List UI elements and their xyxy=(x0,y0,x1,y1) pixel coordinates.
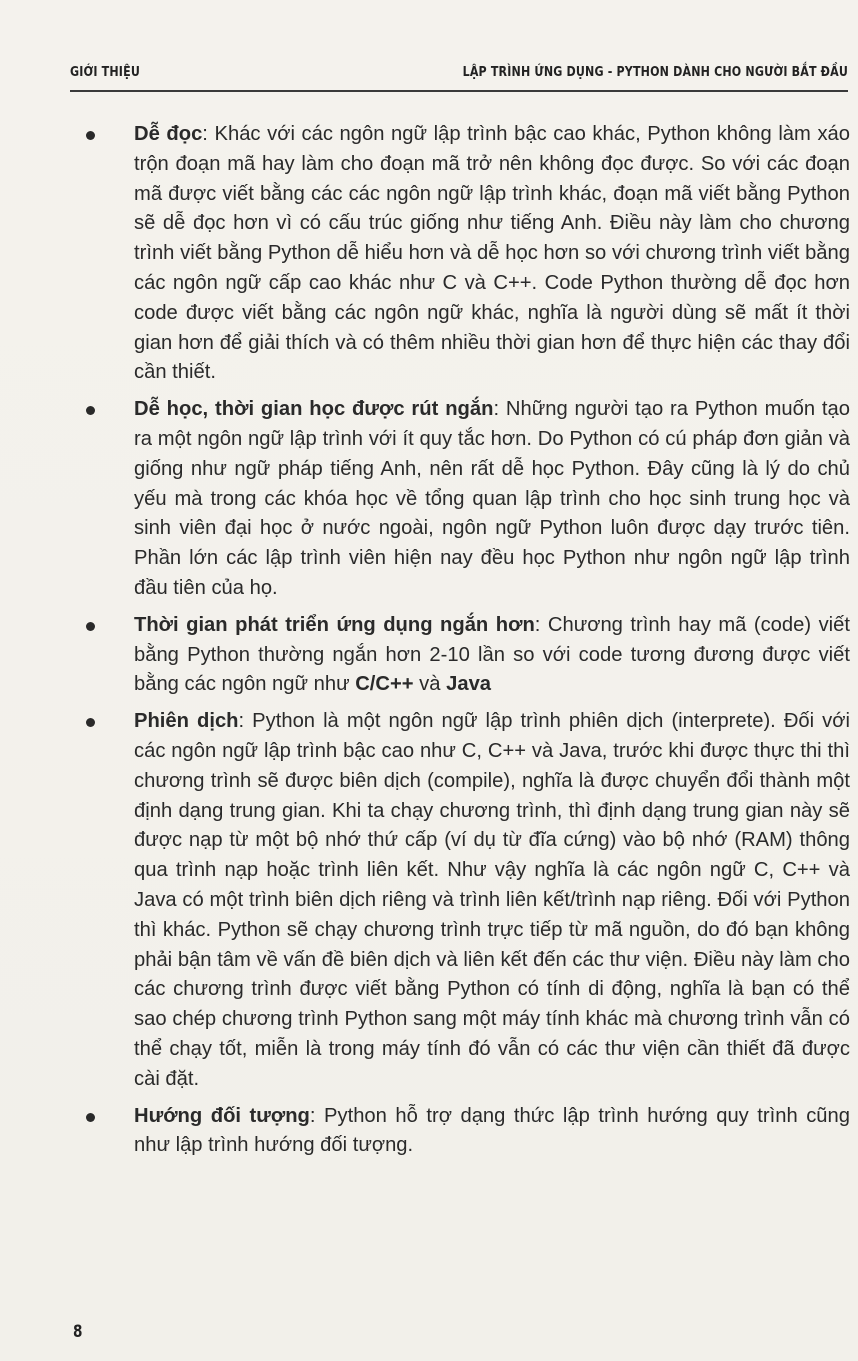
bullet-item-interpreted xyxy=(84,707,850,1094)
bullet-item-easy-to-learn xyxy=(84,395,850,604)
running-header xyxy=(70,64,848,88)
bullet-dot-icon xyxy=(86,622,95,631)
bullet-term: Dễ học, thời gian học được rút ngắn xyxy=(134,398,494,421)
bullet-text: : Chương trình hay mã (code) viết bằng Python thường ngắn hơn 2-10 lần so với code tương đương được viết bằng các ngôn ngữ như xyxy=(134,613,850,696)
bullet-item-shorter-development xyxy=(84,611,850,700)
bullet-dot-icon xyxy=(86,1113,95,1122)
bullet-bold-c-cpp: C/C++ xyxy=(355,673,414,696)
bullet-item-readability xyxy=(84,120,850,388)
bullet-dot-icon xyxy=(86,406,95,415)
bullet-term: Hướng đối tượng xyxy=(134,1104,310,1127)
bullet-text: : Khác với các ngôn ngữ lập trình bậc cao khác, Python không làm xáo trộn đoạn mã hay làm cho đoạn mã trở nên không đọc được. So với các đoạn mã được viết bằng các các ngôn ngữ lập trình khác, đoạn mã viết bằng Python sẽ dễ đọc hơn vì có cấu trúc giống như tiếng Anh. Điều này làm cho chương trình viết bằng Python dễ hiểu hơn và dễ học hơn so với chương trình viết bằng các ngôn ngữ cấp cao khác như C và C++. Code Python thường dễ đọc hơn code được viết bằng các ngôn ngữ khác, nghĩa là người dùng sẽ mất ít thời gian hơn để giải thích và có thêm nhiều thời gian hơn để thực hiện các thay đổi cần thiết. xyxy=(134,123,850,384)
page-number: 8 xyxy=(73,1322,83,1342)
bullet-text: : Những người tạo ra Python muốn tạo ra một ngôn ngữ lập trình với ít quy tắc hơn. Do Python có cú pháp đơn giản và giống như ngữ pháp tiếng Anh, nên rất dễ học Python. Đây cũng là lý do chủ yếu mà trong các khóa học về tổng quan lập trình cho học sinh trung học và sinh viên đại học ở nước ngoài, ngôn ngữ Python luôn được dạy trước tiên. Phần lớn các lập trình viên hiện nay đều học Python như ngôn ngữ lập trình đầu tiên của họ. xyxy=(134,398,850,599)
header-section-title: GIỚI THIỆU xyxy=(70,64,140,80)
bullet-dot-icon xyxy=(86,131,95,140)
header-divider xyxy=(70,90,848,92)
bullet-text-and: và xyxy=(413,673,447,696)
bullet-list xyxy=(84,120,850,1168)
bullet-dot-icon xyxy=(86,718,95,727)
bullet-text: : Python là một ngôn ngữ lập trình phiên dịch (interprete). Đối với các ngôn ngữ lập trình bậc cao như C, C++ và Java, trước khi được thực thi thì chương trình sẽ được biên dịch (compile), nghĩa là được chuyển đổi thành một định dạng trung gian. Khi ta chạy chương trình, thì định dạng trung gian này sẽ được nạp từ một bộ nhớ thứ cấp (ví dụ từ đĩa cứng) vào bộ nhớ (RAM) thông qua trình nạp hoặc trình liên kết. Như vậy nghĩa là các ngôn ngữ C, C++ và Java có một trình biên dịch riêng và trình liên kết/trình nạp riêng. Đối với Python thì khác. Python sẽ chạy chương trình trực tiếp từ mã nguồn, do đó bạn không phải bận tâm về vấn đề biên dịch và liên kết đến các thư viện. Điều này làm cho các chương trình được viết bằng Python có tính di động, nghĩa là bạn có thể sao chép chương trình Python sang một máy tính khác mà chương trình vẫn có thể chạy tốt, miễn là trong máy tính đó vẫn có các thư viện cần thiết đã được cài đặt. xyxy=(134,710,850,1090)
header-book-title: LẬP TRÌNH ỨNG DỤNG - PYTHON DÀNH CHO NGƯỜI BẮT ĐẦU xyxy=(462,64,848,80)
bullet-term: Dễ đọc xyxy=(134,123,203,145)
bullet-bold-java: Java xyxy=(446,673,492,696)
bullet-term: Phiên dịch xyxy=(134,710,239,733)
bullet-text: : Python hỗ trợ dạng thức lập trình hướng quy trình cũng như lập trình hướng đối tượng. xyxy=(134,1104,850,1157)
bullet-term: Thời gian phát triển ứng dụng ngắn hơn xyxy=(134,613,535,636)
bullet-item-object-oriented xyxy=(84,1102,850,1162)
